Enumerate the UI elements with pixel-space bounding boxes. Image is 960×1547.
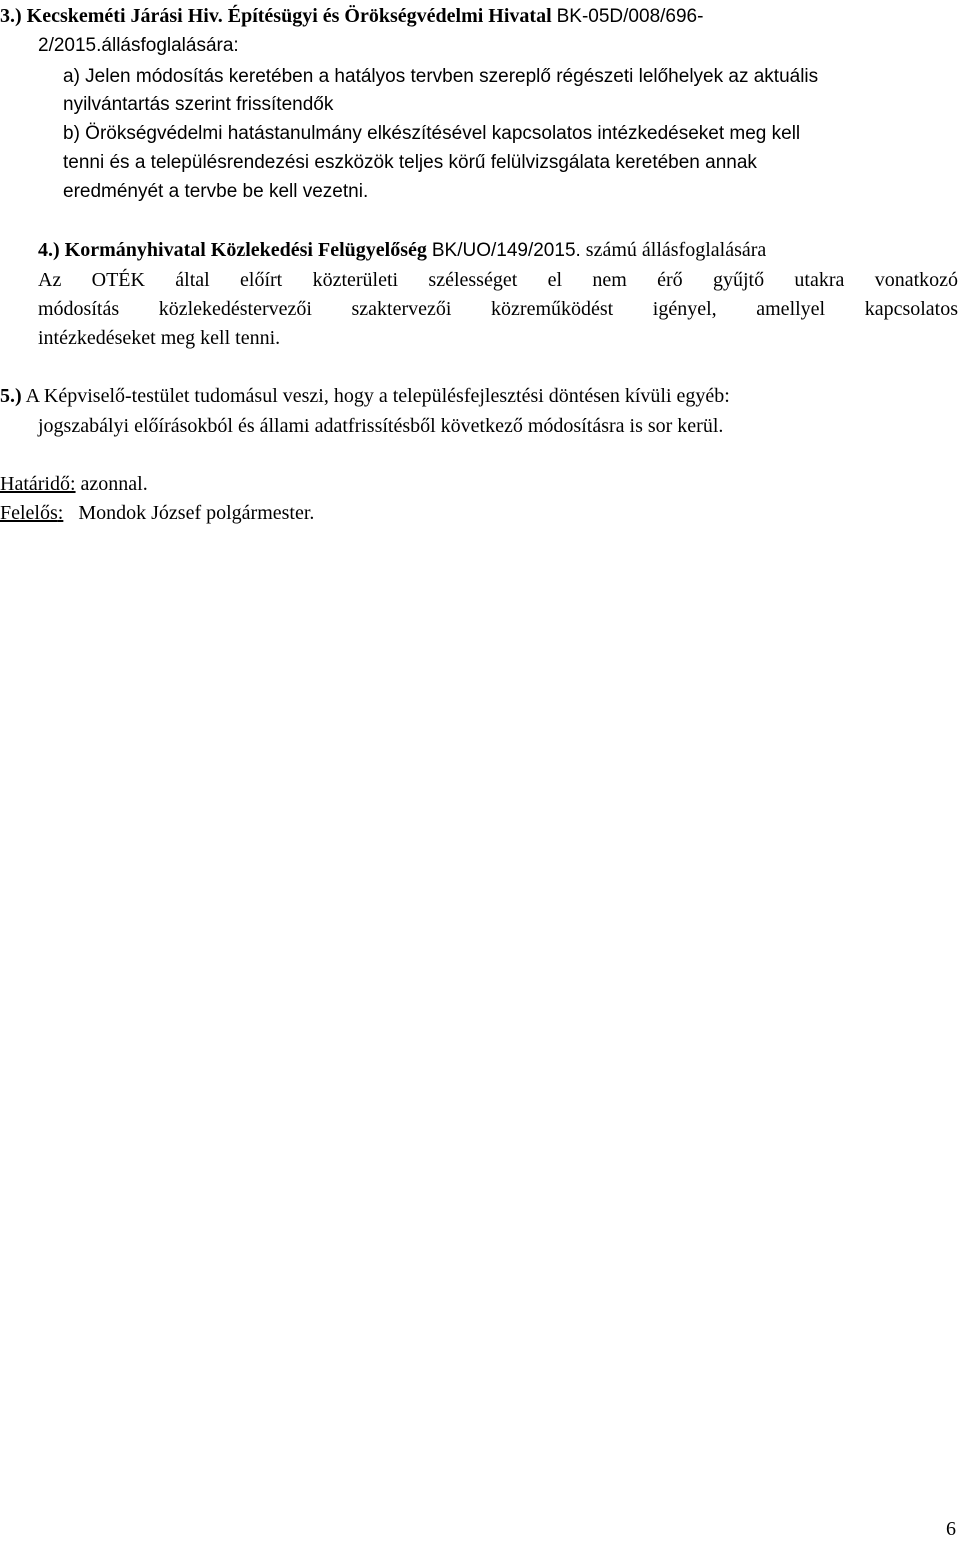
item4-heading — [38, 236, 766, 265]
deadline-value: azonnal. — [80, 473, 148, 495]
item5-line2: jogszabályi előírásokból és állami adatfrissítésből következő módosításra is sor kerül. — [38, 415, 724, 437]
item3-b-line2: tenni és a településrendezési eszközök teljes körű felülvizsgálata keretében annak — [63, 152, 757, 173]
responsible-row: Felelős: Mondok József polgármester. — [0, 502, 315, 524]
item4-line3: intézkedéseket meg kell tenni. — [38, 327, 281, 349]
item3-a-line1: a) Jelen módosítás keretében a hatályos tervben szereplő régészeti lelőhelyek az aktuális — [63, 66, 819, 87]
item3-b-line3: eredményét a tervbe be kell vezetni. — [63, 181, 369, 202]
item4-line1: Az OTÉK által előírt közterületi szélességet el nem érő gyűjtő utakra vonatkozó — [38, 269, 958, 291]
item5-line1: A Képviselő-testület tudomásul veszi, hogy a településfejlesztési döntésen kívüli egyéb: — [25, 385, 730, 407]
deadline-label: Határidő — [0, 473, 70, 495]
item3-ref: BK-05D/008/696- — [556, 6, 704, 27]
item3-a-line2: nyilvántartás szerint frissítendők — [63, 94, 334, 115]
responsible-label: Felelős — [0, 502, 58, 524]
item4-number: 4.) — [38, 239, 60, 261]
item4-line2: módosítás közlekedéstervezői szaktervezői közreműködést igényel, amellyel kapcsolatos — [38, 298, 958, 320]
item3-number: 3.) — [0, 5, 22, 27]
item4-title: Kormányhivatal Közlekedési Felügyelőség — [64, 239, 427, 261]
page-number: 6 — [946, 1518, 956, 1540]
item3-ref-cont: 2/2015. — [38, 35, 102, 56]
item3-heading — [0, 2, 703, 31]
responsible-value: Mondok József polgármester. — [78, 502, 315, 524]
item3-title: Kecskeméti Járási Hiv. Építésügyi és Örökségvédelmi Hivatal — [26, 5, 552, 27]
deadline-row: Határidő: azonnal. — [0, 473, 148, 495]
item3-suffix: állásfoglalására: — [101, 35, 239, 56]
item3-heading-cont — [38, 31, 239, 60]
item3-b-line1: b) Örökségvédelmi hatástanulmány elkészítésével kapcsolatos intézkedéseket meg kell — [63, 123, 801, 144]
item4-suffix: számú állásfoglalására — [585, 239, 767, 261]
item4-ref: BK/UO/149/2015. — [431, 240, 581, 261]
item5-line1-wrap — [0, 382, 730, 411]
item5-number: 5.) — [0, 385, 22, 407]
